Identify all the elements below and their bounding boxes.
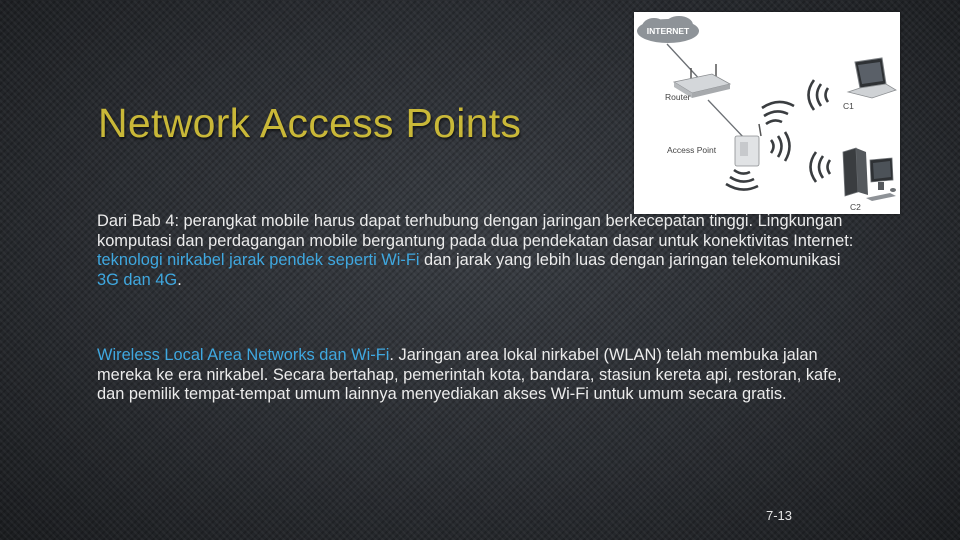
internet-cloud-icon [637,16,699,43]
highlight-wlan-wifi: Wireless Local Area Networks dan Wi-Fi [97,346,390,364]
highlight-3g-4g: 3G dan 4G [97,270,178,289]
paragraph1-text-c: . [177,270,182,289]
c2-label: C2 [850,202,861,212]
paragraph-mobile-connectivity [97,212,857,290]
slide-title: Network Access Points [98,100,522,146]
desktop-computer-icon [843,148,896,201]
access-point-label: Access Point [667,145,717,155]
paragraph1-text-b: dan jarak yang lebih luas dengan jaringan telekomunikasi [419,251,841,270]
highlight-short-range-wireless: teknologi nirkabel jarak pendek seperti Wi-Fi [97,251,420,270]
client-wifi-icon [809,80,831,182]
access-point-icon [735,124,761,166]
network-diagram [634,12,900,214]
router-ap-link [708,100,746,140]
paragraph1-text-a: Dari Bab 4: perangkat mobile harus dapat terhubung dengan jaringan berkecepatan tinggi. Lingkungan komputasi dan perdagangan mobile bergantung pada dua pendekatan dasar untuk konektivitas Internet: [97,212,854,250]
c1-label: C1 [843,101,854,111]
paragraph-wlan [97,346,857,405]
paragraph2-text: . Jaringan area lokal nirkabel (WLAN) telah membuka jalan mereka ke era nirkabel. Secara bertahap, pemerintah kota, bandara, stasiun kereta api, restoran, kafe, dan pemilik tempat-tempat umum lainnya menyediakan akses Wi-Fi untuk umum secara gratis. [97,346,842,404]
internet-label: INTERNET [646,26,690,36]
page-number: 7-13 [766,508,793,523]
laptop-icon [848,58,896,98]
router-label: Router [665,92,691,102]
